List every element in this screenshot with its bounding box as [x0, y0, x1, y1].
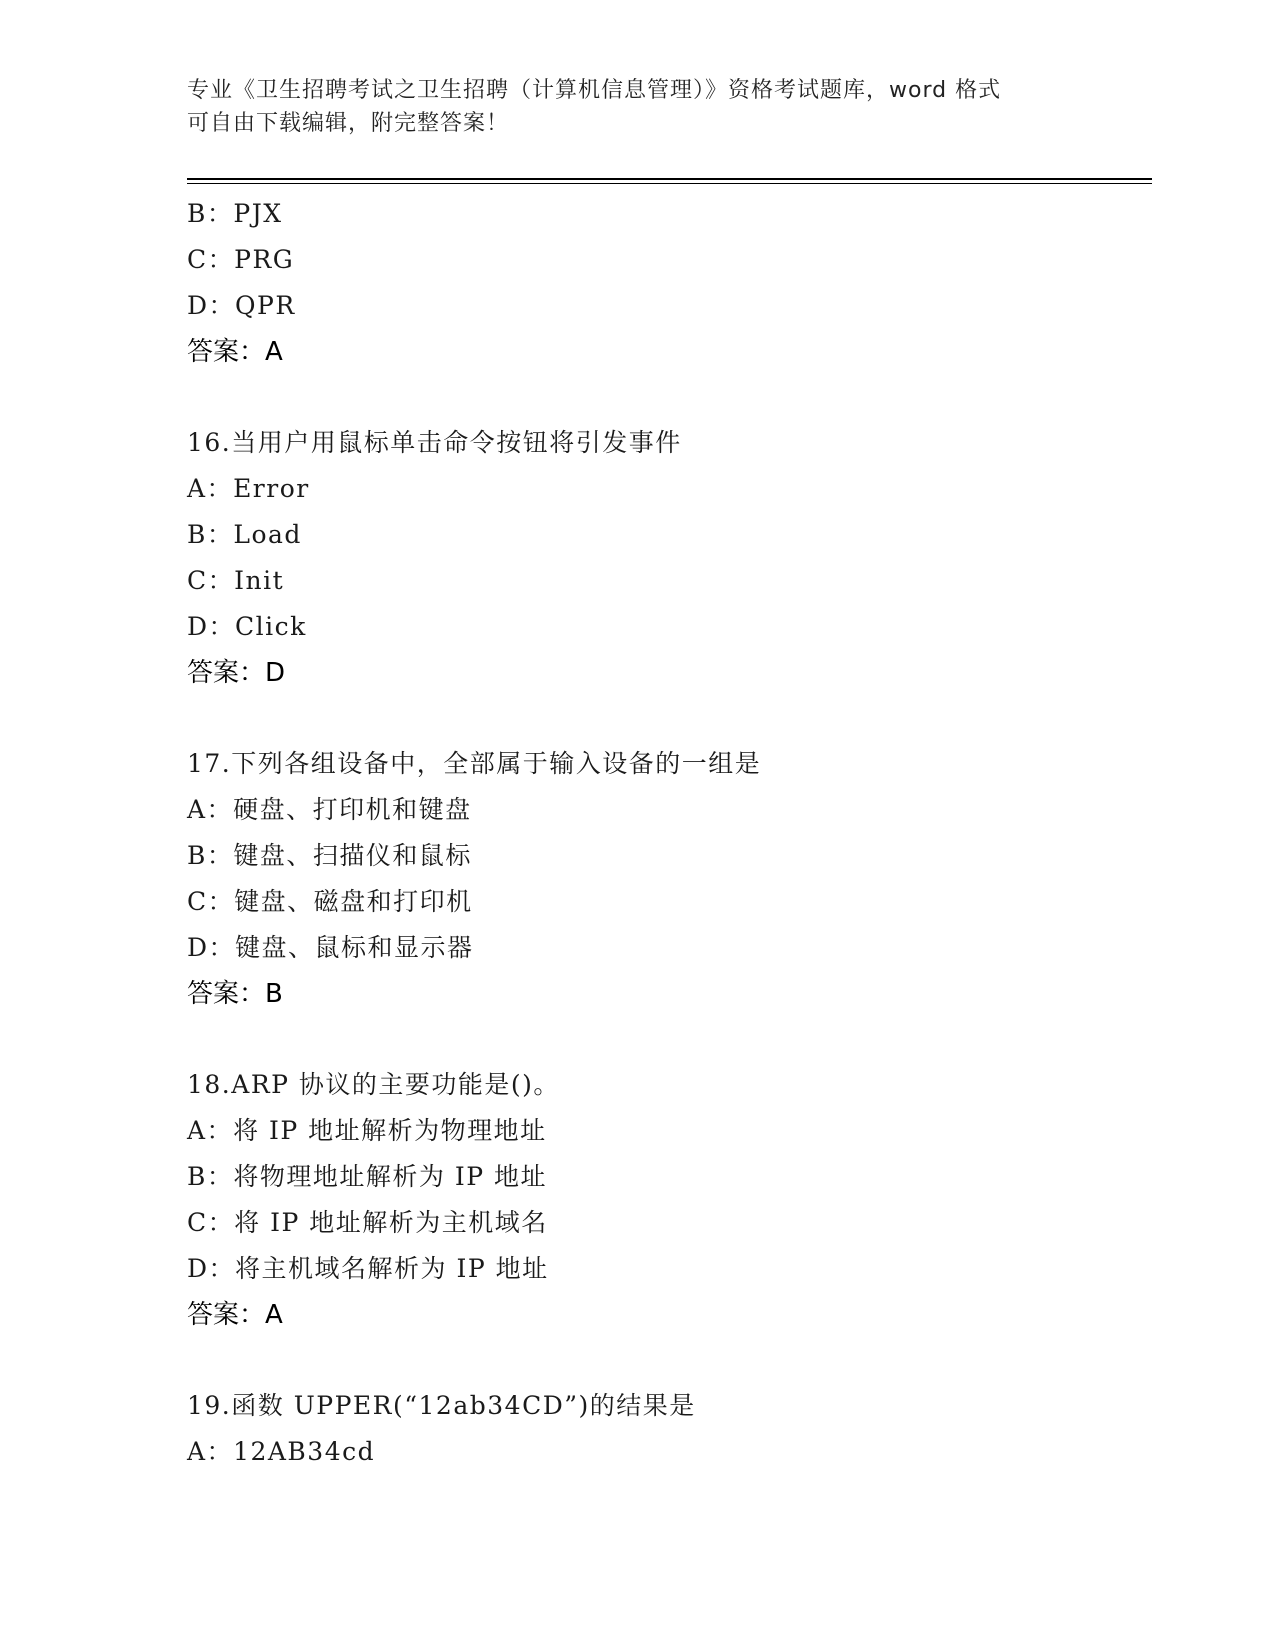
option-text: Error [233, 474, 310, 503]
option-a [187, 466, 1147, 512]
option-text: PJX [233, 199, 283, 228]
question-16 [187, 420, 1147, 696]
question-stem [187, 741, 1147, 787]
option-label: A： [187, 1116, 234, 1145]
question-number: 18. [187, 1070, 232, 1099]
option-text: 键盘、鼠标和显示器 [235, 933, 474, 962]
option-label: C： [187, 566, 235, 595]
option-text: 将 IP 地址解析为物理地址 [233, 1116, 547, 1145]
option-label: C： [187, 245, 235, 274]
option-text: 将 IP 地址解析为主机域名 [234, 1208, 548, 1237]
option-c [187, 558, 1147, 604]
option-text: Init [234, 566, 285, 595]
question-17 [187, 741, 1147, 1017]
option-text: Load [233, 520, 302, 549]
option-label: C： [187, 887, 235, 916]
option-c [187, 1200, 1147, 1246]
answer-line: 答案：A [187, 337, 283, 367]
option-text: 将主机域名解析为 IP 地址 [235, 1254, 549, 1283]
option-text: PRG [234, 245, 295, 274]
question-stem [187, 420, 1147, 466]
option-label: B： [187, 520, 234, 549]
option-text: 将物理地址解析为 IP 地址 [233, 1162, 547, 1191]
header-line-2: 可自由下载编辑，附完整答案！ [187, 111, 510, 136]
header-divider-thin [187, 183, 1152, 184]
answer-line: 答案：D [187, 658, 286, 688]
option-c [187, 879, 1147, 925]
option-text: 12AB34cd [233, 1437, 376, 1466]
option-label: D： [187, 1254, 236, 1283]
option-label: D： [187, 933, 236, 962]
option-a [187, 1429, 1147, 1475]
question-stem [187, 1062, 1147, 1108]
question-18 [187, 1062, 1147, 1338]
option-b [187, 191, 1147, 237]
header-divider-thick [187, 178, 1152, 180]
option-b [187, 1154, 1147, 1200]
option-label: B： [187, 199, 234, 228]
question-text: ARP 协议的主要功能是()。 [231, 1070, 560, 1099]
option-a [187, 787, 1147, 833]
question-number: 19. [187, 1391, 232, 1420]
document-header [187, 74, 1087, 140]
spacer [187, 696, 1147, 741]
question-19 [187, 1383, 1147, 1475]
option-label: A： [187, 1437, 234, 1466]
option-d [187, 925, 1147, 971]
option-label: B： [187, 841, 234, 870]
option-b [187, 833, 1147, 879]
option-text: QPR [235, 291, 296, 320]
question-stem [187, 1383, 1147, 1429]
spacer [187, 375, 1147, 420]
option-c [187, 237, 1147, 283]
option-label: B： [187, 1162, 234, 1191]
question-list [187, 191, 1147, 1475]
option-text: 硬盘、打印机和键盘 [233, 795, 472, 824]
option-a [187, 1108, 1147, 1154]
option-d [187, 283, 1147, 329]
option-label: C： [187, 1208, 235, 1237]
spacer [187, 1338, 1147, 1383]
option-text: Click [235, 612, 307, 641]
option-label: A： [187, 795, 234, 824]
header-line-1: 专业《卫生招聘考试之卫生招聘（计算机信息管理）》资格考试题库，word 格式 [187, 78, 1002, 103]
option-d [187, 1246, 1147, 1292]
option-label: D： [187, 291, 236, 320]
question-continued [187, 191, 1147, 375]
question-text: 函数 UPPER(“12ab34CD”)的结果是 [231, 1391, 696, 1420]
option-label: A： [187, 474, 234, 503]
option-text: 键盘、磁盘和打印机 [234, 887, 473, 916]
question-number: 17. [187, 749, 232, 778]
question-number: 16. [187, 428, 232, 457]
question-text: 下列各组设备中，全部属于输入设备的一组是 [231, 749, 762, 778]
option-b [187, 512, 1147, 558]
spacer [187, 1017, 1147, 1062]
question-text: 当用户用鼠标单击命令按钮将引发事件 [231, 428, 682, 457]
answer-line: 答案：B [187, 979, 283, 1009]
option-d [187, 604, 1147, 650]
option-label: D： [187, 612, 236, 641]
answer-line: 答案：A [187, 1300, 283, 1330]
option-text: 键盘、扫描仪和鼠标 [233, 841, 472, 870]
